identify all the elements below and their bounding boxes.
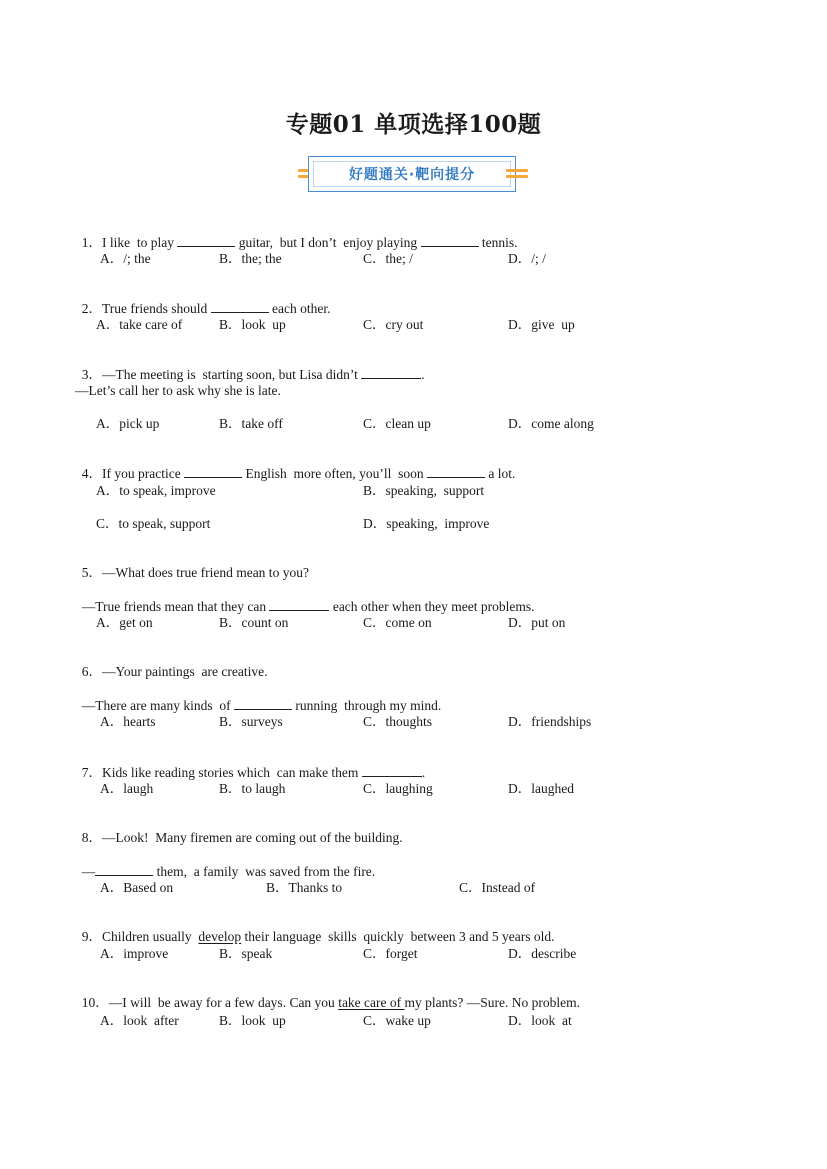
option-b[interactable]: B．speaking, support: [363, 483, 485, 498]
option-c[interactable]: C．laughing: [363, 781, 433, 796]
question-text: guitar, but I don’t enjoy playing: [235, 235, 421, 250]
question-text: .: [421, 367, 425, 382]
question-text: If you practice: [102, 466, 185, 481]
question-4: [75, 449, 515, 482]
option-a[interactable]: A．Based on: [100, 880, 174, 895]
question-text: each other when they meet problems.: [329, 599, 535, 614]
question-text: True friends should: [102, 301, 211, 316]
option-d[interactable]: D．/; /: [508, 251, 546, 266]
question-2: [75, 284, 331, 317]
option-b[interactable]: B．take off: [219, 416, 283, 431]
option-b[interactable]: B．look up: [219, 1013, 286, 1028]
question-number: 1．: [81, 235, 102, 250]
option-a[interactable]: A．laugh: [100, 781, 154, 796]
question-text: their language skills quickly between 3 and 5 years old.: [241, 929, 555, 944]
question-number: 5．: [81, 565, 102, 580]
question-6: [75, 648, 267, 680]
question-number: 3．: [81, 367, 102, 382]
option-a[interactable]: A．pick up: [96, 416, 160, 431]
question-text: I like to play: [102, 235, 178, 250]
page-title: 专题01 单项选择100题: [285, 111, 542, 138]
option-c[interactable]: C．Instead of: [459, 880, 536, 895]
answer-blank: [177, 234, 235, 247]
question-text: a lot.: [484, 466, 516, 481]
question-text: Children usually: [102, 929, 199, 944]
question-text: —The meeting is starting soon, but Lisa didn’t: [102, 367, 362, 382]
option-c[interactable]: C．forget: [363, 946, 418, 961]
option-a[interactable]: A．improve: [100, 946, 169, 961]
question-text: running through my mind.: [291, 698, 442, 713]
option-d[interactable]: D．look at: [508, 1013, 572, 1028]
question-number: 2．: [81, 301, 102, 316]
question-number: 10．: [81, 995, 109, 1010]
option-c[interactable]: C．cry out: [363, 317, 424, 332]
option-b[interactable]: B．count on: [219, 615, 289, 630]
option-d[interactable]: D．friendships: [508, 714, 592, 729]
option-a[interactable]: A．take care of: [96, 317, 183, 332]
question-text: Kids like reading stories which can make them: [102, 765, 362, 780]
option-c[interactable]: C．wake up: [363, 1013, 431, 1028]
option-a[interactable]: A．hearts: [100, 714, 156, 729]
answer-blank: [427, 465, 485, 478]
answer-blank: [269, 598, 329, 611]
question-text: each other.: [268, 301, 331, 316]
option-c[interactable]: C．clean up: [363, 416, 431, 431]
option-c[interactable]: C．to speak, support: [96, 516, 211, 531]
question-10: [75, 979, 580, 1011]
question-number: 9．: [81, 929, 102, 944]
question-text: —Your paintings are creative.: [102, 664, 268, 679]
option-a[interactable]: A．look after: [100, 1013, 179, 1028]
question-text: —True friends mean that they can: [81, 599, 270, 614]
option-a[interactable]: A．get on: [96, 615, 153, 630]
answer-blank: [95, 863, 153, 876]
question-text: .: [421, 765, 426, 780]
question-6-reply: [75, 681, 441, 714]
option-d[interactable]: D．laughed: [508, 781, 574, 796]
option-c[interactable]: C．the; /: [363, 251, 413, 266]
question-9: [75, 913, 555, 945]
option-a[interactable]: A．/; the: [100, 251, 151, 266]
option-c[interactable]: C．come on: [363, 615, 432, 630]
question-text: —: [81, 864, 96, 879]
answer-blank: [361, 366, 421, 379]
question-text: them, a family was saved from the fire.: [153, 864, 376, 879]
section-banner: [298, 156, 528, 196]
question-3: [75, 350, 425, 383]
underlined-phrase: take care of: [338, 995, 405, 1010]
option-d[interactable]: D．describe: [508, 946, 577, 961]
question-8-reply: [75, 847, 375, 880]
question-5-reply: [75, 582, 535, 615]
answer-blank: [421, 234, 479, 247]
option-d[interactable]: D．speaking, improve: [363, 516, 490, 531]
question-text: —What does true friend mean to you?: [102, 565, 309, 580]
question-1: [75, 218, 518, 251]
question-text: —There are many kinds of: [81, 698, 234, 713]
banner-text: 好题通关·靶向提分: [348, 167, 476, 183]
option-c[interactable]: C．thoughts: [363, 714, 433, 729]
question-7: [75, 748, 425, 781]
question-text: tennis.: [478, 235, 518, 250]
option-b[interactable]: B．speak: [219, 946, 273, 961]
question-number: 7．: [81, 765, 102, 780]
question-5: [75, 549, 309, 581]
decor-bars-icon: [506, 167, 528, 181]
option-d[interactable]: D．put on: [508, 615, 566, 630]
option-d[interactable]: D．give up: [508, 317, 575, 332]
question-number: 6．: [81, 664, 102, 679]
option-b[interactable]: B．look up: [219, 317, 286, 332]
question-number: 4．: [81, 466, 102, 481]
question-number: 8．: [81, 830, 102, 845]
answer-blank: [184, 465, 242, 478]
question-text: English more often, you’ll soon: [242, 466, 427, 481]
question-text: my plants? —Sure. No problem.: [404, 995, 580, 1010]
answer-blank: [234, 697, 292, 710]
question-3-reply: —Let’s call her to ask why she is late.: [75, 383, 281, 398]
question-text: —I will be away for a few days. Can you: [108, 995, 339, 1010]
question-text: —Look! Many firemen are coming out of the building.: [102, 830, 403, 845]
underlined-word: develop: [198, 929, 242, 944]
option-b[interactable]: B．Thanks to: [266, 880, 343, 895]
answer-blank: [362, 764, 422, 777]
option-a[interactable]: A．to speak, improve: [96, 483, 216, 498]
answer-blank: [211, 300, 269, 313]
option-b[interactable]: B．surveys: [219, 714, 283, 729]
option-b[interactable]: B．to laugh: [219, 781, 286, 796]
option-b[interactable]: B．the; the: [219, 251, 282, 266]
question-8: [75, 814, 403, 846]
option-d[interactable]: D．come along: [508, 416, 594, 431]
